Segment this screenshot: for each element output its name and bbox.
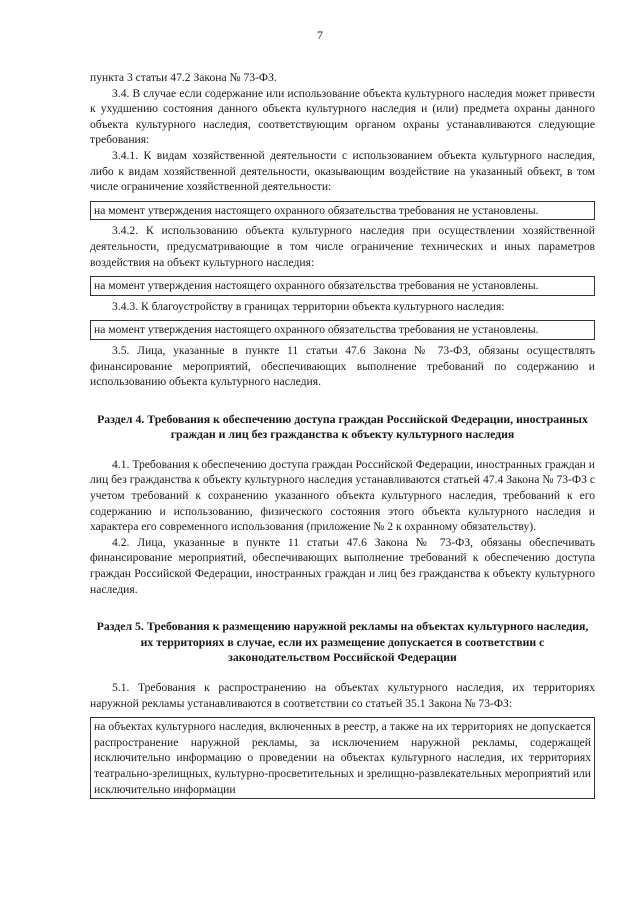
requirement-box-4: на объектах культурного наследия, включенных в реестр, а также на их территориях не допускается распространение наружной рекламы, за исключением наружной рекламы, содержащей исключительно информацию о проведении на объектах культурного наследия, их территориях театрально-зрелищных, культурно-просветительных и зрелищно-развлекательных мероприятий или исключительно информации [90, 717, 595, 799]
section-4-heading: Раздел 4. Требования к обеспечению доступа граждан Российской Федерации, иностранных граждан и лиц без гражданства к объекту культурного наследия [97, 411, 588, 442]
requirement-box-3: на момент утверждения настоящего охранного обязательства требования не установлены. [90, 320, 595, 340]
paragraph-continuation: пункта 3 статьи 47.2 Закона № 73-ФЗ. [90, 71, 277, 84]
requirement-box-2: на момент утверждения настоящего охранного обязательства требования не установлены. [90, 276, 595, 296]
paragraph-4-1: 4.1. Требования к обеспечению доступа граждан Российской Федерации, иностранных граждан и лиц без гражданства к объекту культурного наследия устанавливаются статьей 47.4 Закона № 73-ФЗ с учетом требований к сохранению указанного объекта культурного наследия, требований к его содержанию и использованию, физического состояния этого объекта культурного наследия и характера его современного использования (приложение № 2 к охранному обязательству). [90, 457, 595, 534]
page-number: 7 [317, 28, 323, 42]
paragraph-3-4-2: 3.4.2. К использованию объекта культурного наследия при осуществлении хозяйственной деятельности, предусматривающие в том числе ограничение технических и иных параметров воздействия на объект культурного наследия: [90, 224, 595, 269]
requirement-box-1: на момент утверждения настоящего охранного обязательства требования не установлены. [90, 201, 595, 221]
section-5-heading: Раздел 5. Требования к размещению наружной рекламы на объектах культурного наследия, их территориях в случае, если их размещение допускается в соответствии с законодательством Российской Федерации [96, 619, 589, 665]
paragraph-4-2: 4.2. Лица, указанные в пункте 11 статьи 47.6 Закона № 73-ФЗ, обязаны обеспечивать финансирование мероприятий, обеспечивающих выполнение требований к обеспечению доступа граждан Российской Федерации, иностранных граждан и лиц без гражданства к объекту культурного наследия. [90, 535, 595, 596]
document-body [90, 70, 595, 802]
paragraph-3-5: 3.5. Лица, указанные в пункте 11 статьи 47.6 Закона № 73-ФЗ, обязаны осуществлять финансирование мероприятий, обеспечивающих выполнение требований по содержанию и использованию объекта культурного наследия. [90, 343, 595, 389]
paragraph-5-1: 5.1. Требования к распространению на объектах культурного наследия, их территориях наружной рекламы устанавливаются в соответствии со статьей 35.1 Закона № 73-ФЗ: [90, 681, 595, 710]
paragraph-3-4-1: 3.4.1. К видам хозяйственной деятельности с использованием объекта культурного наследия, либо к видам хозяйственной деятельности, оказывающим воздействие на указанный объект, в том числе ограничение хозяйственной деятельности: [90, 148, 595, 194]
paragraph-3-4-3: 3.4.3. К благоустройству в границах территории объекта культурного наследия: [112, 299, 505, 313]
paragraph-3-4: 3.4. В случае если содержание или использование объекта культурного наследия может привести к ухудшению состояния данного объекта культурного наследия и (или) предмета охраны данного объекта культурного наследия, соответствующим органом охраны устанавливаются следующие требования: [90, 86, 595, 147]
